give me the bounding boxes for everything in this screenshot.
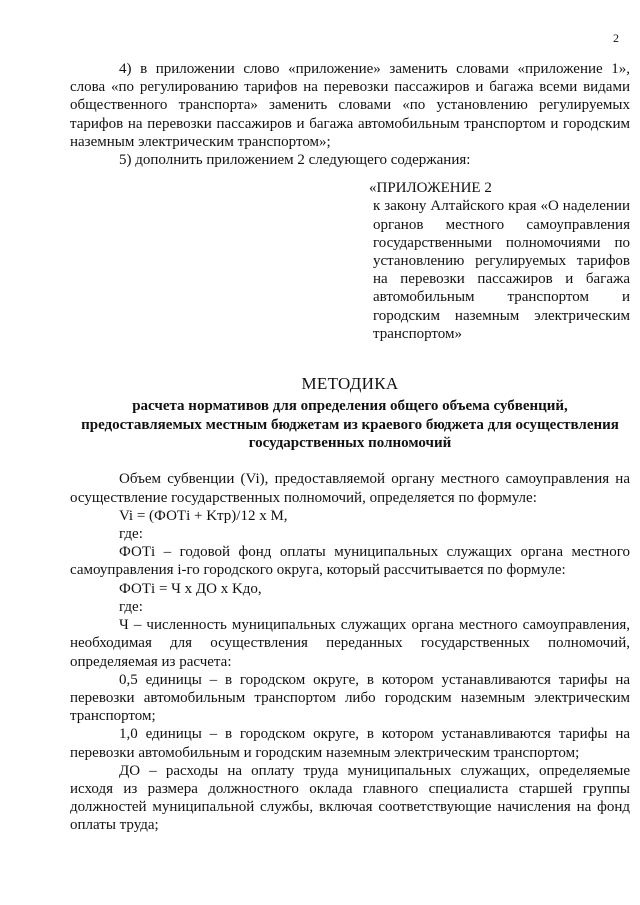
document-body	[70, 60, 630, 835]
methodology-subtitle: расчета нормативов для определения общего объема субвенций, предоставляемых местным бюджетам из краевого бюджета для осуществления государственных полномочий	[81, 398, 619, 452]
appendix-title: «ПРИЛОЖЕНИЕ 2	[369, 180, 492, 197]
where-label-1: где:	[119, 526, 143, 543]
paragraph-salary-costs: ДО – расходы на оплату труда муниципальных служащих, определяемые исходя из размера должностного оклада главного специалиста старшей группы должностей муниципальной службы, включая соответствующие начисления на фонд оплаты труда;	[70, 762, 630, 834]
page-number: 2	[613, 31, 619, 45]
paragraph-subvention-volume: Объем субвенции (Vi), предоставляемой органу местного самоуправления на осуществление государственных полномочий, определяется по формуле:	[70, 471, 630, 506]
amendment-item-5: 5) дополнить приложением 2 следующего содержания:	[119, 152, 471, 169]
methodology-title: МЕТОДИКА	[301, 374, 399, 394]
formula-subvention: Vi = (ФОТi + Kтр)/12 x M,	[119, 507, 288, 524]
where-label-2: где:	[119, 598, 143, 615]
paragraph-staff-count: Ч – численность муниципальных служащих органа местного самоуправления, необходимая для осуществления переданных государственных полномочий, определяемая из расчета:	[70, 617, 630, 670]
paragraph-one-unit: 1,0 единицы – в городском округе, в котором устанавливаются тарифы на перевозки автомобильным и городским наземным электрическим транспортом;	[70, 726, 630, 761]
appendix-header	[369, 179, 630, 343]
paragraph-half-unit: 0,5 единицы – в городском округе, в котором устанавливаются тарифы на перевозки автомобильным транспортом либо городским наземным электрическим транспортом;	[70, 671, 630, 725]
formula-fot: ФОТi = Ч x ДО x Kдо,	[119, 580, 262, 597]
appendix-description: к закону Алтайского края «О наделении органов местного самоуправления государственными полномочиями по установлению регулируемых тарифов на перевозки пассажиров и багажа автомобильным транспортом и городским наземным электрическим транспортом»	[373, 198, 630, 342]
amendment-item-4: 4) в приложении слово «приложение» заменить словами «приложение 1», слова «по регулированию тарифов на перевозки пассажиров и багажа всеми видами общественного транспорта» заменить словами «по установлению регулируемых тарифов на перевозки пассажиров и багажа автомобильным транспортом и городским наземным электрическим транспортом»;	[70, 61, 630, 150]
paragraph-fot-definition: ФОТi – годовой фонд оплаты муниципальных служащих органа местного самоуправления i-го городского округа, который рассчитывается по формуле:	[70, 544, 630, 579]
